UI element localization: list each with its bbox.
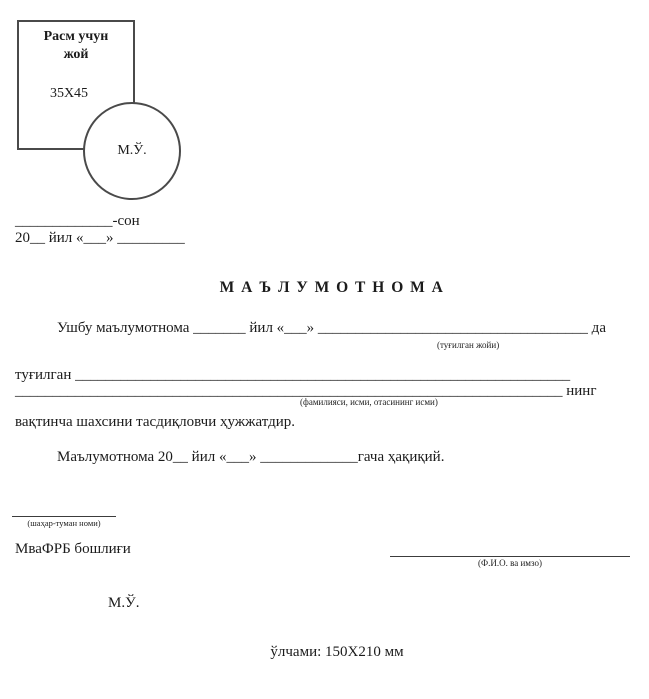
body-line-1: Ушбу маълумотнома _______ йил «___» ____________________________________ да bbox=[57, 320, 606, 336]
official-title: МваФРБ бошлиғи bbox=[15, 541, 131, 557]
seal-circle-label: М.Ў. bbox=[117, 143, 147, 158]
birthplace-caption: (туғилган жойи) bbox=[437, 340, 500, 350]
fullname-caption: (фамилияси, исми, отасининг исми) bbox=[300, 397, 438, 407]
paper-size-note: ўлчами: 150X210 мм bbox=[270, 644, 404, 660]
seal-circle bbox=[83, 102, 181, 200]
signature-line bbox=[390, 556, 630, 568]
document-date-line: 20__ йил «___» _________ bbox=[15, 230, 185, 246]
photo-size-label: 35X45 bbox=[49, 86, 89, 101]
city-caption: (шаҳар-туман номи) bbox=[27, 518, 101, 528]
validity-line: Маълумотнома 20__ йил «___» _____________гача ҳақиқий. bbox=[57, 449, 445, 465]
signature-caption: (Ф.И.О. ва имзо) bbox=[478, 558, 542, 568]
photo-box-title bbox=[19, 28, 133, 63]
body-line-3: _________________________________________________________________________ нинг bbox=[15, 383, 597, 399]
photo-box-title-line1: Расм учун bbox=[43, 29, 109, 44]
document-title: М А Ъ Л У М О Т Н О М А bbox=[219, 279, 445, 296]
photo-box-title-line2: жой bbox=[63, 46, 89, 62]
document-number-line: _____________-сон bbox=[15, 213, 140, 229]
body-line-2: туғилган __________________________________________________________________ bbox=[15, 367, 571, 383]
city-signature-line bbox=[12, 516, 116, 528]
body-line-4: вақтинча шахсини тасдиқловчи ҳужжатдир. bbox=[15, 414, 296, 430]
seal-mark-label: М.Ў. bbox=[108, 595, 140, 611]
